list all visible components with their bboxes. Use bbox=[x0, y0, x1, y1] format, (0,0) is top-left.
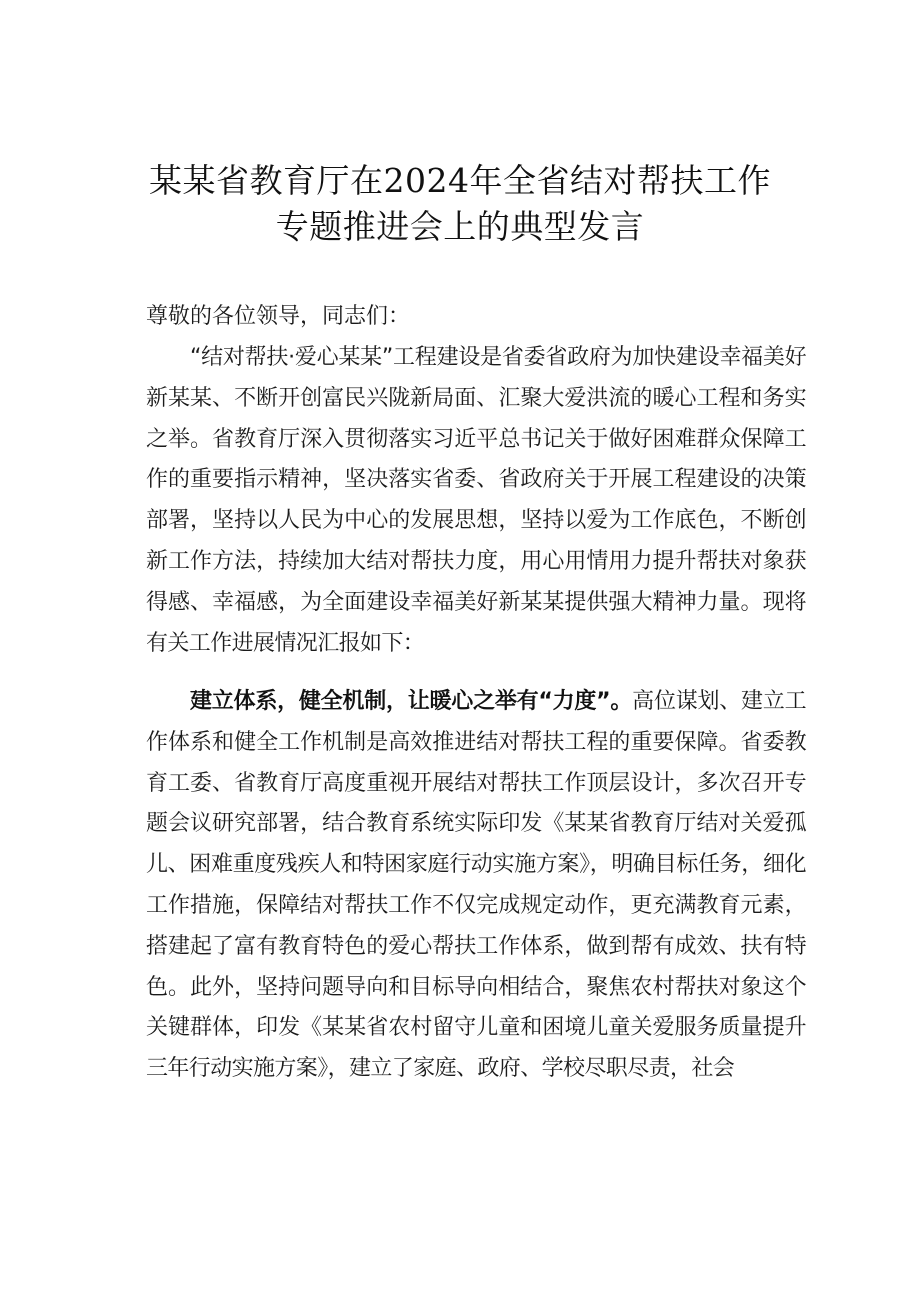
document-title-line-1: 某某省教育厅在2024年全省结对帮扶工作 bbox=[149, 161, 771, 200]
paragraph-lead-heading: 建立体系，健全机制，让暖心之举有“力度”。 bbox=[190, 689, 633, 714]
salutation: 尊敬的各位领导，同志们： bbox=[146, 304, 411, 329]
paragraph-body-text: 高位谋划、建立工作体系和健全工作机制是高效推进结对帮扶工程的重要保障。省委教育工委、省教育厅高度重视开展结对帮扶工作顶层设计，多次召开专题会议研究部署，结合教育系统实际印发《某某省教育厅结对关爱孤儿、困难重度残疾人和特困家庭行动实施方案》，明确目标任务，细化工作措施，保障结对帮扶工作不仅完成规定动作，更充满教育元素，搭建起了富有教育特色的爱心帮扶工作体系，做到帮有成效、扶有特色。此外，坚持问题导向和目标导向相结合，聚焦农村帮扶对象这个关键群体，印发《某某省农村留守儿童和困境儿童关爱服务质量提升三年行动实施方案》，建立了家庭、政府、学校尽职尽责，社会 bbox=[146, 689, 806, 1082]
paragraph-system-mechanism bbox=[146, 682, 806, 1090]
document-title-line-2: 专题推进会上的典型发言 bbox=[275, 207, 645, 246]
paragraph-introduction: “结对帮扶·爱心某某”工程建设是省委省政府为加快建设幸福美好新某某、不断开创富民兴陇新局面、汇聚大爱洪流的暖心工程和务实之举。省教育厅深入贯彻落实习近平总书记关于做好困难群众保障工作的重要指示精神，坚决落实省委、省政府关于开展工程建设的决策部署，坚持以人民为中心的发展思想，坚持以爱为工作底色，不断创新工作方法，持续加大结对帮扶力度，用心用情用力提升帮扶对象获得感、幸福感，为全面建设幸福美好新某某提供强大精神力量。现将有关工作进展情况汇报如下： bbox=[146, 345, 806, 656]
